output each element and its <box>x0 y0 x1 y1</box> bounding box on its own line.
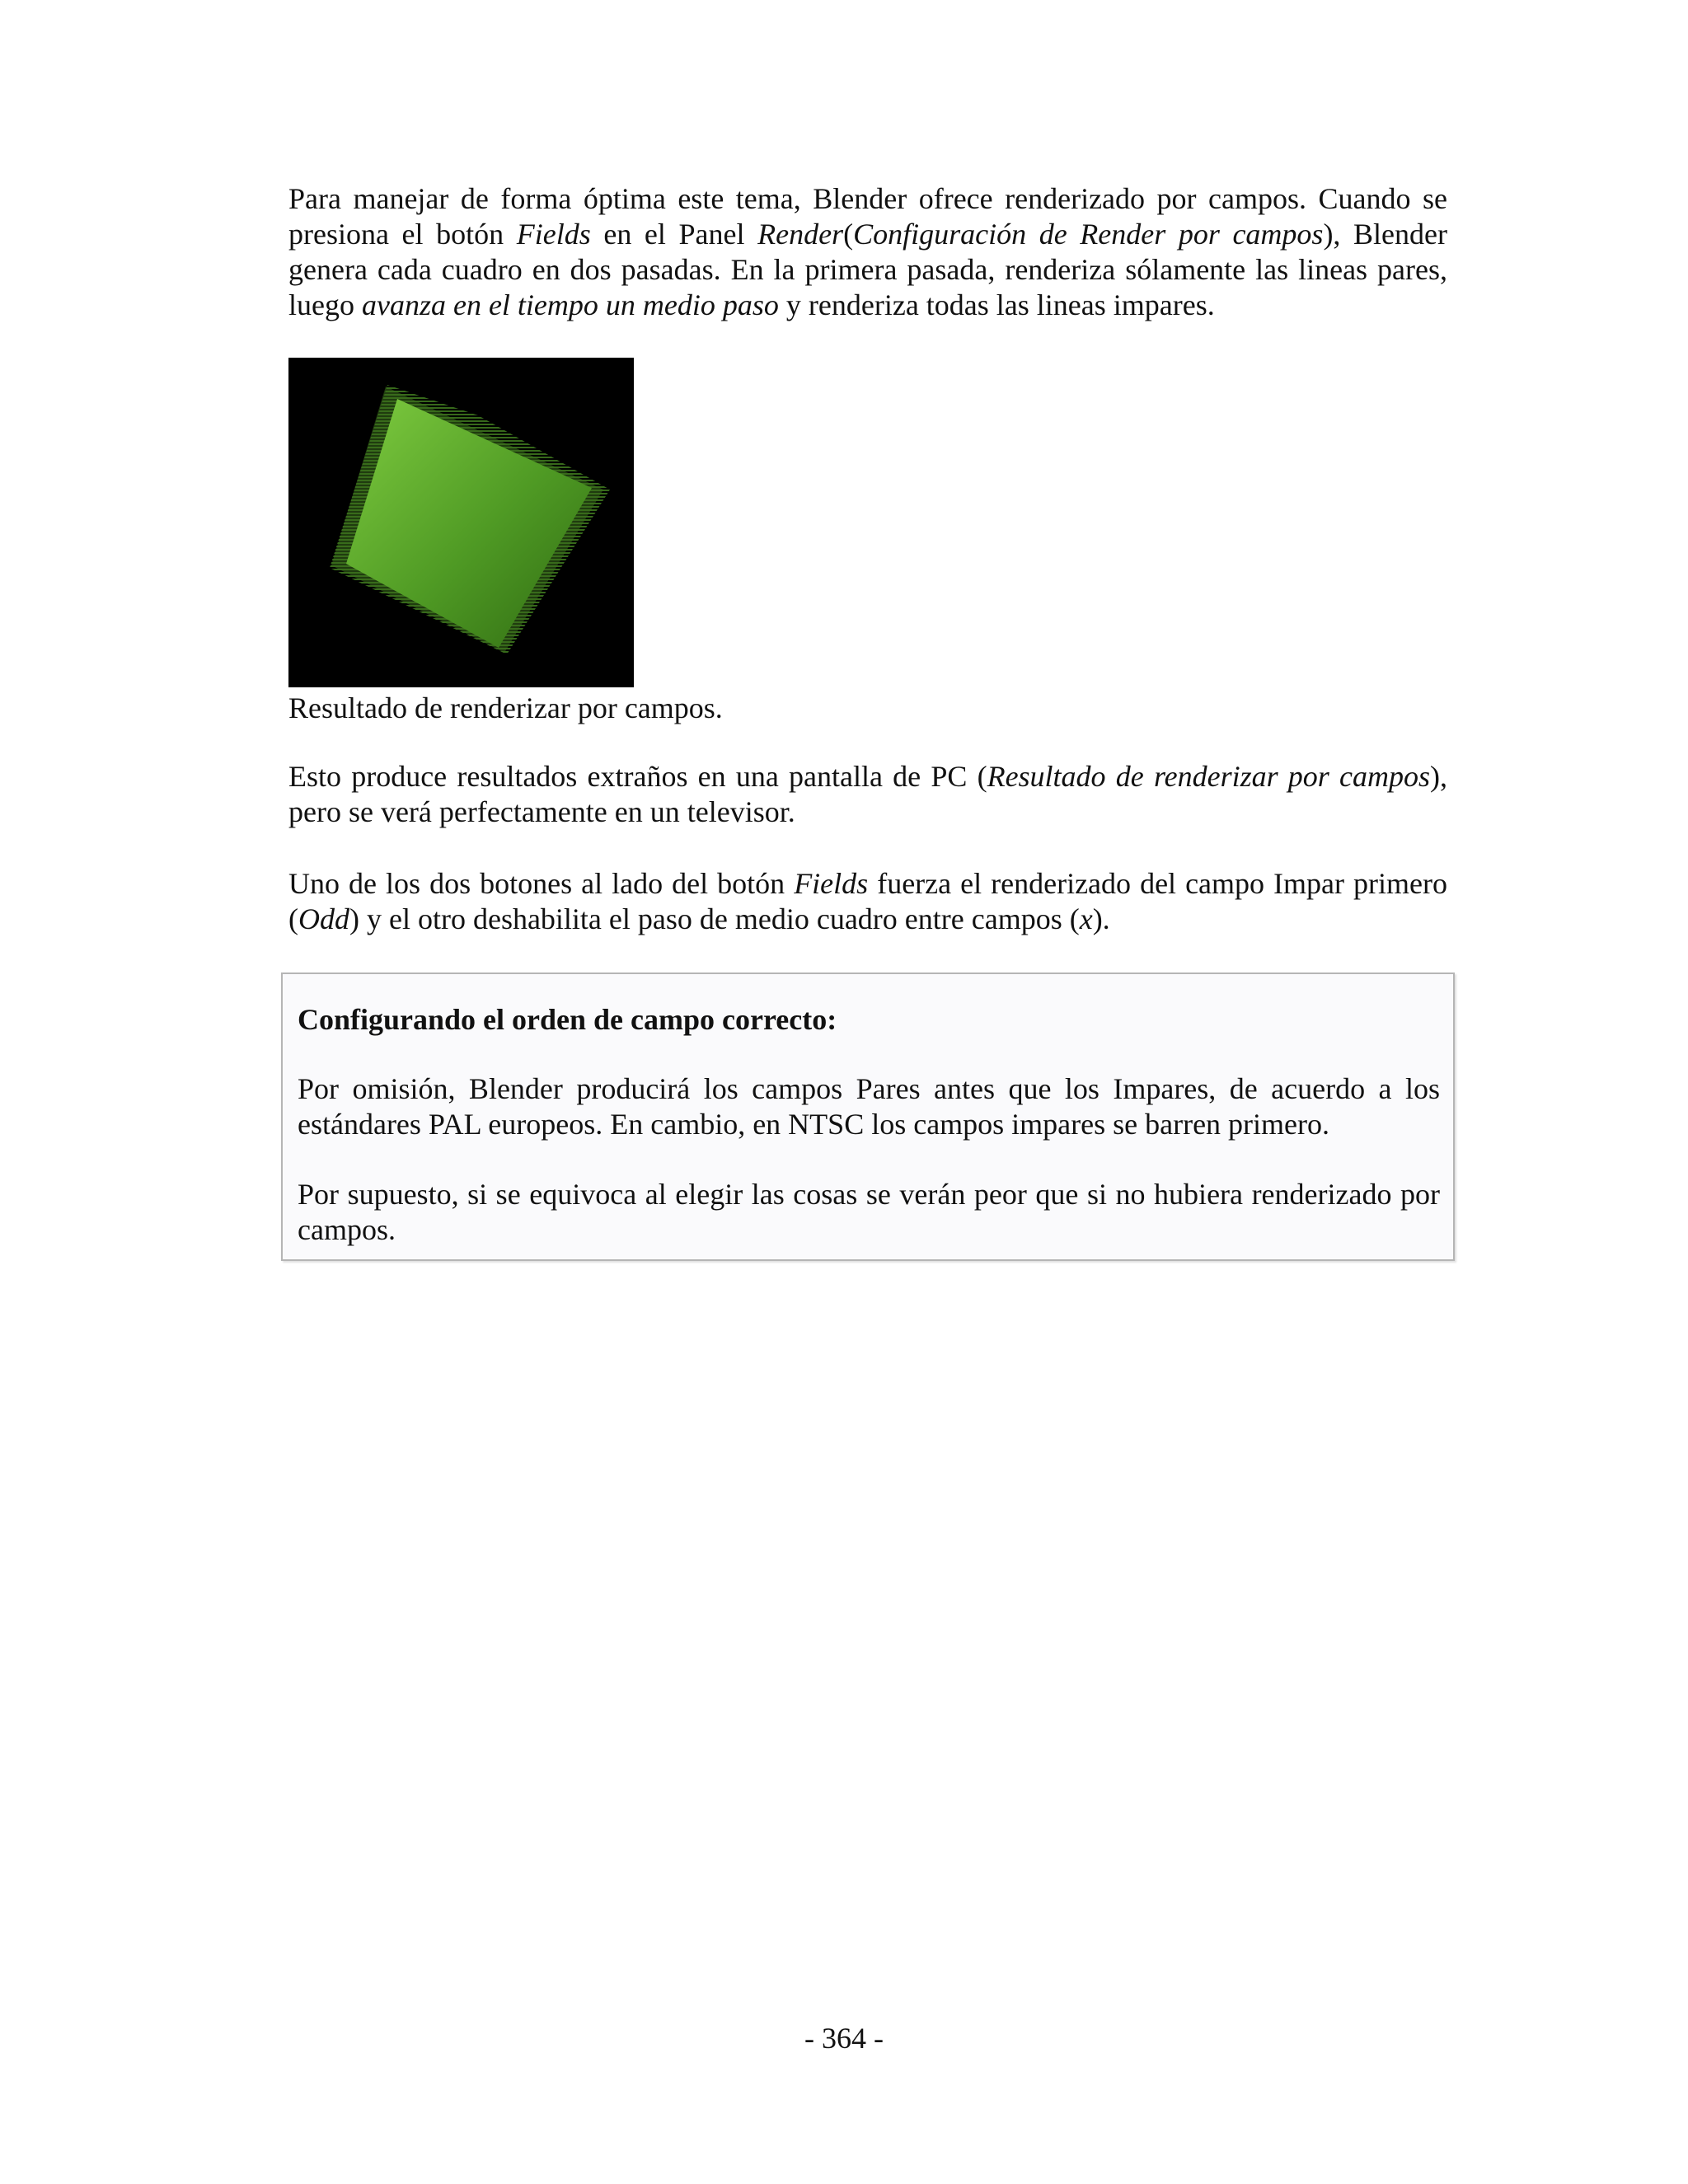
emphasis-figure-reference: Resultado de renderizar por campos <box>987 760 1430 793</box>
text-run: Para manejar de forma óptima este tema, Blender ofrece renderizado por campos. Cuando se presiona el botón <box>288 182 1447 251</box>
field-render-image <box>288 358 634 687</box>
text-run: ) y el otro deshabilita el paso de medio cuadro entre campos ( <box>349 902 1080 935</box>
figure-caption: Resultado de renderizar por campos. <box>288 691 723 724</box>
text-run: en el Panel <box>590 218 758 251</box>
text-run: Esto produce resultados extraños en una pantalla de PC ( <box>288 760 987 793</box>
text-run: ), Blender genera cada cuadro en dos pasadas. En la primera pasada, renderiza sólamente las lineas pares, luego <box>288 218 1447 321</box>
emphasis-odd: Odd <box>298 902 349 935</box>
field-render-illustration <box>288 358 634 687</box>
text-run: Uno de los dos botones al lado del botón <box>288 867 795 900</box>
paragraph-pc-results <box>288 759 1447 830</box>
text-run: fuerza el renderizado del campo Impar primero ( <box>288 867 1448 935</box>
emphasis-config-reference: Configuración de Render por campos <box>853 218 1324 251</box>
text-run: ( <box>843 218 854 251</box>
emphasis-fields: Fields <box>794 867 869 900</box>
emphasis-render: Render <box>757 218 844 251</box>
text-run: ), pero se verá perfectamente en un televisor. <box>288 760 1447 828</box>
paragraph-odd-buttons <box>288 866 1447 937</box>
emphasis-fields: Fields <box>516 218 591 251</box>
paragraph-fields-intro <box>288 181 1447 323</box>
emphasis-x: x <box>1079 902 1093 935</box>
page-number: - 364 - <box>804 2022 884 2055</box>
note-paragraph-warning: Por supuesto, si se equivoca al elegir las cosas se verán peor que si no hubiera renderizado por campos. <box>298 1178 1440 1246</box>
text-run: y renderiza todas las lineas impares. <box>778 288 1215 321</box>
note-paragraph-field-order: Por omisión, Blender producirá los campos Pares antes que los Impares, de acuerdo a los estándares PAL europeos. En cambio, en NTSC los campos impares se barren primero. <box>298 1072 1440 1141</box>
note-title: Configurando el orden de campo correcto: <box>298 1003 837 1036</box>
text-run: ). <box>1092 902 1110 935</box>
note-box <box>281 972 1455 1261</box>
emphasis-half-step: avanza en el tiempo un medio paso <box>361 288 779 321</box>
